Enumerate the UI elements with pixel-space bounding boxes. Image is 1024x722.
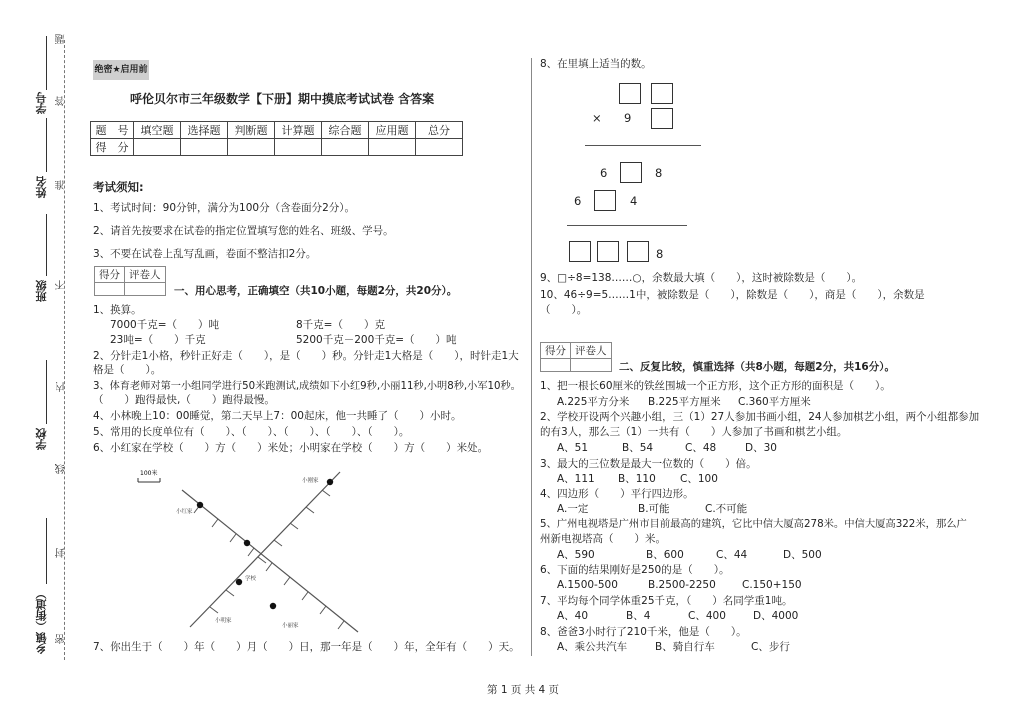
choice-option[interactable]: C.不可能 bbox=[705, 503, 748, 515]
binding-char: 不 bbox=[56, 280, 67, 290]
score-table-header-row bbox=[91, 122, 463, 139]
scale-label: 100米 bbox=[140, 470, 158, 477]
choice-option[interactable]: D、30 bbox=[745, 442, 777, 454]
answer-box[interactable] bbox=[569, 241, 591, 262]
binding-char: 封 bbox=[56, 548, 67, 558]
question: 5、广州电视塔是广州市目前最高的建筑，它比中信大厦高278米。中信大厦高322米，那么广 bbox=[540, 518, 967, 530]
school-point bbox=[244, 540, 250, 546]
score-cell[interactable] bbox=[369, 139, 416, 156]
choice-option[interactable]: A、51 bbox=[557, 442, 589, 454]
score-table-row bbox=[91, 139, 463, 156]
choice-option[interactable]: D、4000 bbox=[753, 610, 799, 622]
question: 1、把一根长60厘米的铁丝围城一个正方形，这个正方形的面积是（ ）。 bbox=[540, 380, 891, 392]
notice-item: 2、请首先按要求在试卷的指定位置填写您的姓名、班级、学号。 bbox=[93, 225, 394, 237]
section2-heading: 二、反复比较，慎重选择（共8小题，每题2分，共16分）。 bbox=[619, 361, 895, 373]
score-table-header: 综合题 bbox=[322, 122, 369, 139]
binding-char: 内 bbox=[56, 382, 67, 392]
choice-option[interactable]: A.225平方分米 bbox=[557, 396, 630, 408]
question: 4、小林晚上10：00睡觉，第二天早上7：00起床，他一共睡了（ ）小时。 bbox=[93, 410, 462, 422]
score-table-header: 填空题 bbox=[134, 122, 181, 139]
score-table-header: 选择题 bbox=[181, 122, 228, 139]
score-cell[interactable] bbox=[275, 139, 322, 156]
binding-name-label: 姓名 bbox=[35, 176, 48, 198]
section1-heading: 一、用心思考，正确填空（共10小题，每题2分，共20分）。 bbox=[174, 285, 458, 297]
choice-option[interactable]: C、400 bbox=[688, 610, 726, 622]
choice-option[interactable]: B、600 bbox=[646, 549, 684, 561]
grader-name-label: 评卷人 bbox=[125, 267, 166, 283]
choice-option[interactable]: A、40 bbox=[557, 610, 589, 622]
question: 2、分针走1小格，秒针正好走（ ），是（ ）秒。分针走1大格是（ ），时针走1大 bbox=[93, 350, 519, 362]
class-field-line[interactable] bbox=[46, 214, 47, 276]
choice-option[interactable]: C.150+150 bbox=[742, 579, 802, 591]
student-id-field-line[interactable] bbox=[46, 36, 47, 90]
choice-option[interactable]: B.可能 bbox=[638, 503, 670, 515]
notice-item: 3、不要在试卷上乱写乱画，卷面不整洁扣2分。 bbox=[93, 248, 317, 260]
score-cell[interactable] bbox=[322, 139, 369, 156]
binding-char: 密 bbox=[56, 634, 67, 644]
conversion-item: 7000千克=（ ）吨 bbox=[110, 319, 220, 331]
answer-box[interactable] bbox=[597, 241, 619, 262]
choice-option[interactable]: C、48 bbox=[685, 442, 717, 454]
confidential-badge: 绝密★启用前 bbox=[93, 60, 149, 80]
question: 的有3人，那么三（1）一共有（ ）人参加了书画和棋艺小组。 bbox=[540, 426, 848, 438]
calc-rule bbox=[567, 225, 687, 226]
digit: 6 bbox=[574, 194, 582, 208]
binding-class-label: 班级 bbox=[35, 280, 48, 302]
question: 8、在里填上适当的数。 bbox=[540, 58, 652, 70]
conversion-item: 5200千克－200千克=（ ）吨 bbox=[296, 334, 457, 346]
grader-box bbox=[94, 266, 166, 296]
map-label: 小明家 bbox=[215, 618, 232, 624]
question: （ ）。 bbox=[540, 304, 588, 316]
choice-option[interactable]: C、步行 bbox=[751, 641, 790, 653]
grader-name-label: 评卷人 bbox=[571, 343, 612, 359]
choice-option[interactable]: A.1500-500 bbox=[557, 579, 618, 591]
scale-bar bbox=[138, 469, 160, 482]
map-road bbox=[190, 472, 340, 627]
question: 7、你出生于（ ）年（ ）月（ ）日，那一年是（ ）年，全年有（ ）天。 bbox=[93, 641, 520, 653]
score-table-header: 总分 bbox=[416, 122, 463, 139]
binding-char: 题 bbox=[56, 34, 67, 44]
question: 8、爸爸3小时行了210千米，他是（ ）。 bbox=[540, 626, 747, 638]
map-label: 小红家 bbox=[176, 509, 193, 515]
question: 2、学校开设两个兴趣小组，三（1）27人参加书画小组，24人参加棋艺小组，两个小组都参加 bbox=[540, 411, 980, 423]
choice-option[interactable]: B、54 bbox=[622, 442, 654, 454]
choice-option[interactable]: B、110 bbox=[618, 473, 656, 485]
score-table bbox=[90, 121, 463, 156]
notice-item: 1、考试时间：90分钟，满分为100分（含卷面分2分）。 bbox=[93, 202, 356, 214]
question: 10、46÷9=5……1中，被除数是（ ），除数是（ ），商是（ ），余数是 bbox=[540, 289, 925, 301]
binding-char: 答 bbox=[56, 96, 67, 106]
map-road bbox=[182, 490, 358, 632]
grader-score-cell[interactable] bbox=[95, 283, 125, 296]
question: 6、小红家在学校（ ）方（ ）米处；小明家在学校（ ）方（ ）米处。 bbox=[93, 442, 489, 454]
home-point-xiaohong bbox=[197, 502, 203, 508]
score-cell[interactable] bbox=[134, 139, 181, 156]
choice-option[interactable]: A、乘公共汽车 bbox=[557, 641, 628, 653]
binding-student-id-label: 学号 bbox=[35, 92, 48, 114]
question: 州新电视塔高（ ）米。 bbox=[540, 533, 666, 545]
grader-box bbox=[540, 342, 612, 372]
grader-score-label: 得分 bbox=[95, 267, 125, 283]
binding-dashed-line bbox=[64, 40, 65, 660]
grader-score-cell[interactable] bbox=[541, 359, 571, 372]
home-point-xiaogang bbox=[327, 479, 333, 485]
choice-option[interactable]: B、骑自行车 bbox=[655, 641, 715, 653]
page-number: 第 1 页 共 4 页 bbox=[487, 684, 560, 696]
binding-town-label: 乡镇（街道） bbox=[35, 588, 48, 654]
choice-option[interactable]: C、44 bbox=[716, 549, 748, 561]
score-table-header: 计算题 bbox=[275, 122, 322, 139]
times-sign: × bbox=[592, 111, 602, 125]
question: （ ）跑得最快,（ ）跑得最慢。 bbox=[93, 394, 275, 406]
score-table-header: 判断题 bbox=[228, 122, 275, 139]
answer-box[interactable] bbox=[627, 241, 649, 262]
notice-heading: 考试须知: bbox=[93, 180, 144, 194]
binding-school-label: 学校 bbox=[35, 428, 48, 450]
score-cell[interactable] bbox=[181, 139, 228, 156]
score-table-header: 应用题 bbox=[369, 122, 416, 139]
choice-option[interactable]: B.225平方厘米 bbox=[648, 396, 721, 408]
binding-char: 线 bbox=[56, 464, 67, 474]
question: 3、体育老师对第一小组同学进行50米跑测试,成绩如下小红9秒,小丽11秒,小明8秒,小军10秒。 bbox=[93, 381, 521, 392]
location-map-diagram bbox=[130, 462, 370, 642]
question: 格是（ ）。 bbox=[93, 364, 162, 376]
map-label: 小刚家 bbox=[302, 478, 319, 484]
digit: 4 bbox=[630, 194, 638, 208]
conversion-item: 8千克=（ ）克 bbox=[296, 319, 385, 331]
calc-rule bbox=[585, 145, 701, 146]
question: 4、四边形（ ）平行四边形。 bbox=[540, 488, 694, 500]
grader-name-cell[interactable] bbox=[125, 283, 166, 296]
digit: 8 bbox=[656, 247, 664, 261]
answer-box[interactable] bbox=[619, 83, 641, 104]
grader-name-cell[interactable] bbox=[571, 359, 612, 372]
choice-option[interactable]: B.2500-2250 bbox=[648, 579, 716, 591]
choice-option[interactable]: A、111 bbox=[557, 473, 595, 485]
choice-option[interactable]: D、500 bbox=[783, 549, 822, 561]
question: 6、下面的结果刚好是250的是（ ）。 bbox=[540, 564, 730, 576]
map-label: 小丽家 bbox=[282, 623, 299, 629]
page-title: 呼伦贝尔市三年级数学【下册】期中摸底考试试卷 含答案 bbox=[130, 92, 435, 106]
choice-option[interactable]: B、4 bbox=[626, 610, 651, 622]
choice-option[interactable]: A.一定 bbox=[557, 503, 589, 515]
score-table-header: 题 号 bbox=[91, 122, 134, 139]
name-field-line[interactable] bbox=[46, 118, 47, 172]
choice-option[interactable]: C、100 bbox=[680, 473, 718, 485]
school-point bbox=[236, 579, 242, 585]
conversion-item: 23吨=（ ）千克 bbox=[110, 334, 206, 346]
home-point-xiaoli bbox=[270, 603, 276, 609]
town-field-line[interactable] bbox=[46, 518, 47, 584]
school-field-line[interactable] bbox=[46, 360, 47, 424]
answer-box[interactable] bbox=[651, 108, 673, 129]
digit: 9 bbox=[624, 111, 632, 125]
map-label: 学校 bbox=[245, 576, 257, 582]
choice-option[interactable]: A、590 bbox=[557, 549, 595, 561]
score-cell[interactable] bbox=[416, 139, 463, 156]
question: 7、平均每个同学体重25千克，（ ）名同学重1吨。 bbox=[540, 595, 793, 607]
digit: 6 bbox=[600, 166, 608, 180]
column-divider bbox=[531, 58, 532, 656]
score-row-label: 得 分 bbox=[91, 139, 134, 156]
question: 1、换算。 bbox=[93, 304, 142, 316]
choice-option[interactable]: C.360平方厘米 bbox=[738, 396, 811, 408]
grader-score-label: 得分 bbox=[541, 343, 571, 359]
question: 3、最大的三位数是最大一位数的（ ）倍。 bbox=[540, 458, 757, 470]
question: 5、常用的长度单位有（ ）、（ ）、（ ）、（ ）、（ ）。 bbox=[93, 426, 410, 438]
answer-box[interactable] bbox=[651, 83, 673, 104]
score-cell[interactable] bbox=[228, 139, 275, 156]
answer-box[interactable] bbox=[594, 190, 616, 211]
binding-char: 准 bbox=[56, 180, 67, 190]
answer-box[interactable] bbox=[620, 162, 642, 183]
question: 9、□÷8=138……○，余数最大填（ ），这时被除数是（ ）。 bbox=[540, 272, 863, 284]
digit: 8 bbox=[655, 166, 663, 180]
